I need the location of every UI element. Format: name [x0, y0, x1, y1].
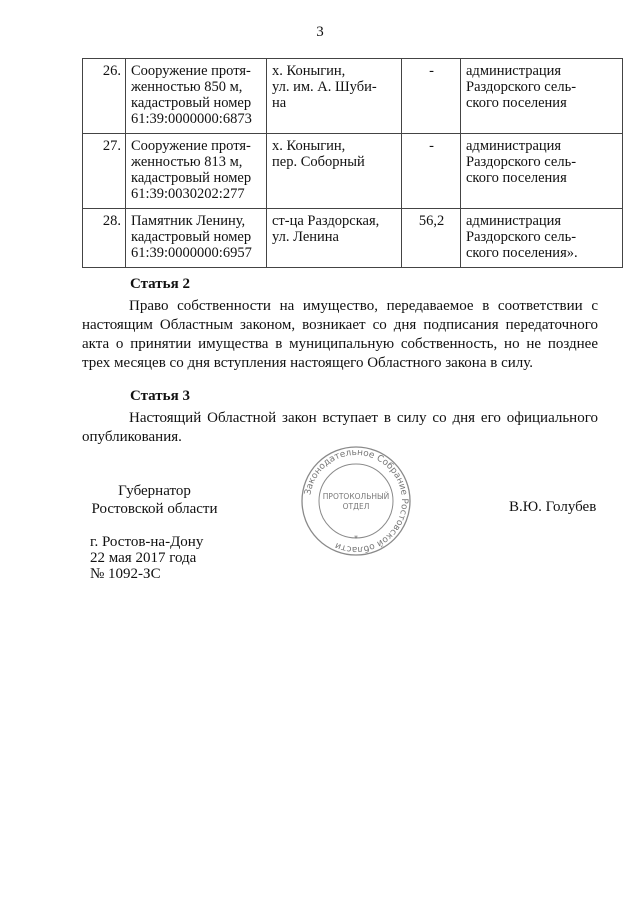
table-row [83, 209, 623, 268]
page-number: 3 [316, 24, 324, 40]
stamp-inner-ring [319, 464, 393, 538]
row-number-cell: 28. [83, 209, 126, 268]
object-name-cell: Сооружение протя- женностью 850 м, кадастровый номер 61:39:0000000:6873 [126, 59, 267, 134]
stamp-inner-line-2: ОТДЕЛ [342, 502, 370, 511]
table-row [83, 134, 623, 209]
value-cell: 56,2 [402, 209, 461, 268]
footer-city: г. Ростов-на-Дону [90, 534, 204, 550]
stamp-star-mark: * [354, 534, 358, 543]
signatory-position [88, 482, 221, 518]
address-cell: х. Коныгин, пер. Соборный [267, 134, 402, 209]
property-table [82, 58, 623, 268]
owner-cell: администрация Раздорского сель- ского поселения [461, 134, 623, 209]
article-2-text: Право собственности на имущество, передаваемое в соответствии с настоящим Областным законом, возникает со дня подписания передаточного акта о принятии имущества в муниципальную собственность, но не позднее трех месяцев со дня вступления настоящего Областного закона в силу. [82, 298, 598, 371]
official-stamp [300, 445, 412, 557]
address-cell: х. Коныгин, ул. им. А. Шуби- на [267, 59, 402, 134]
address-cell: ст-ца Раздорская, ул. Ленина [267, 209, 402, 268]
object-name-cell: Сооружение протя- женностью 813 м, кадастровый номер 61:39:0030202:277 [126, 134, 267, 209]
footer-number: № 1092-ЗС [90, 566, 161, 582]
stamp-outer-text: Законодательное Собрание Ростовской области [303, 447, 410, 555]
signatory-name: В.Ю. Голубев [509, 499, 597, 515]
article-3-title: Статья 3 [130, 388, 190, 404]
document-footer [90, 534, 203, 582]
row-number-cell: 26. [83, 59, 126, 134]
table-row [83, 59, 623, 134]
value-cell: - [402, 59, 461, 134]
article-3-text: Настоящий Областной закон вступает в силу со дня его официального опубликования. [82, 410, 598, 445]
owner-cell: администрация Раздорского сель- ского поселения [461, 59, 623, 134]
owner-cell: администрация Раздорского сель- ского поселения». [461, 209, 623, 268]
footer-date: 22 мая 2017 года [90, 550, 197, 566]
row-number-cell: 27. [83, 134, 126, 209]
position-line-2: Ростовской области [91, 501, 218, 517]
article-2-title: Статья 2 [130, 276, 190, 292]
object-name-cell: Памятник Ленину, кадастровый номер 61:39:0000000:6957 [126, 209, 267, 268]
value-cell: - [402, 134, 461, 209]
position-line-1: Губернатор [118, 483, 191, 499]
stamp-inner-line-1: ПРОТОКОЛЬНЫЙ [322, 492, 390, 501]
